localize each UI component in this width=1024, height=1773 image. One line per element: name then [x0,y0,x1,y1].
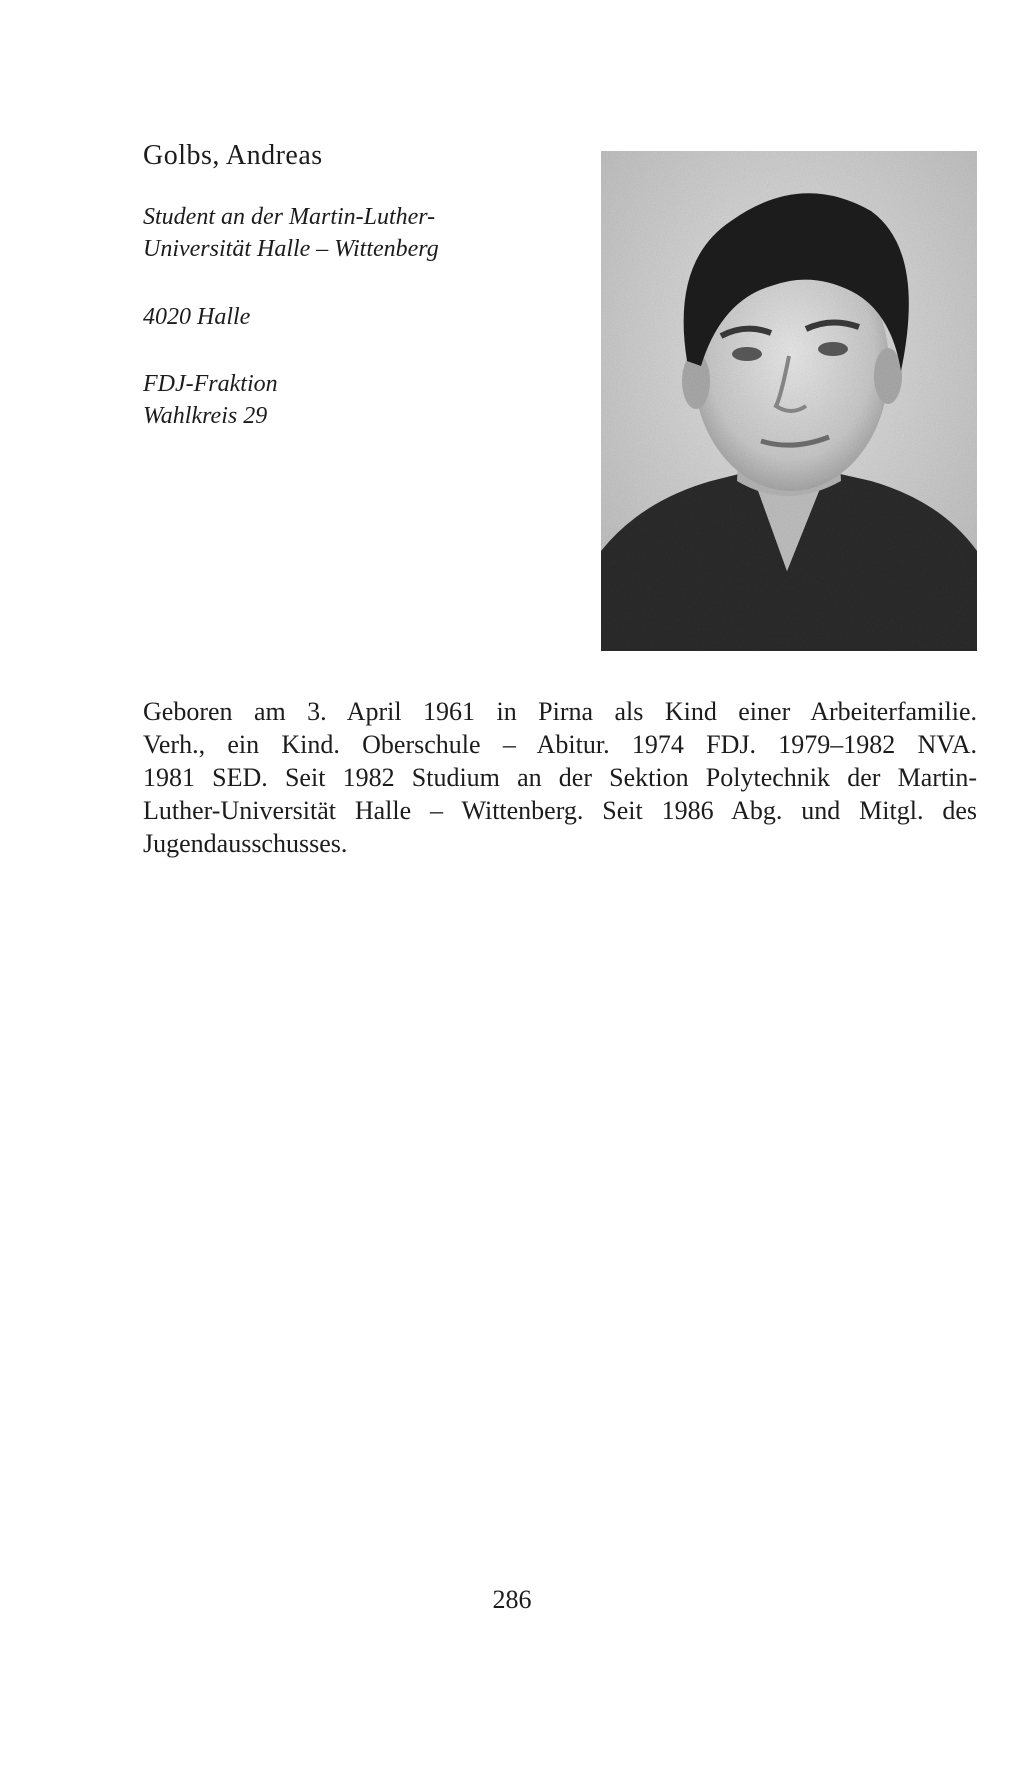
occupation [143,201,439,265]
member-name: Golbs, Andreas [143,140,323,171]
constituency: Wahlkreis 29 [143,403,268,429]
biography-line: Jugendausschusses. [143,829,348,858]
biography-line: Luther-Universität Halle – Wittenberg. Seit 1986 Abg. und Mitgl. des [143,796,977,825]
biography-line: Verh., ein Kind. Oberschule – Abitur. 1974 FDJ. 1979–1982 NVA. [143,730,977,759]
occupation-line-2: Universität Halle – Wittenberg [143,236,439,262]
faction: FDJ-Fraktion [143,371,278,397]
faction-info [143,368,278,432]
biography-line: 1981 SED. Seit 1982 Studium an der Sektion Polytechnik der Martin- [143,763,977,792]
biography [143,695,977,860]
biography-line: Geboren am 3. April 1961 in Pirna als Kind einer Arbeiterfamilie. [143,697,977,726]
city: 4020 Halle [143,304,251,330]
portrait-image [601,151,977,651]
occupation-line-1: Student an der Martin-Luther- [143,204,436,230]
portrait-photo [601,151,977,651]
page-number: 286 [492,1585,532,1614]
